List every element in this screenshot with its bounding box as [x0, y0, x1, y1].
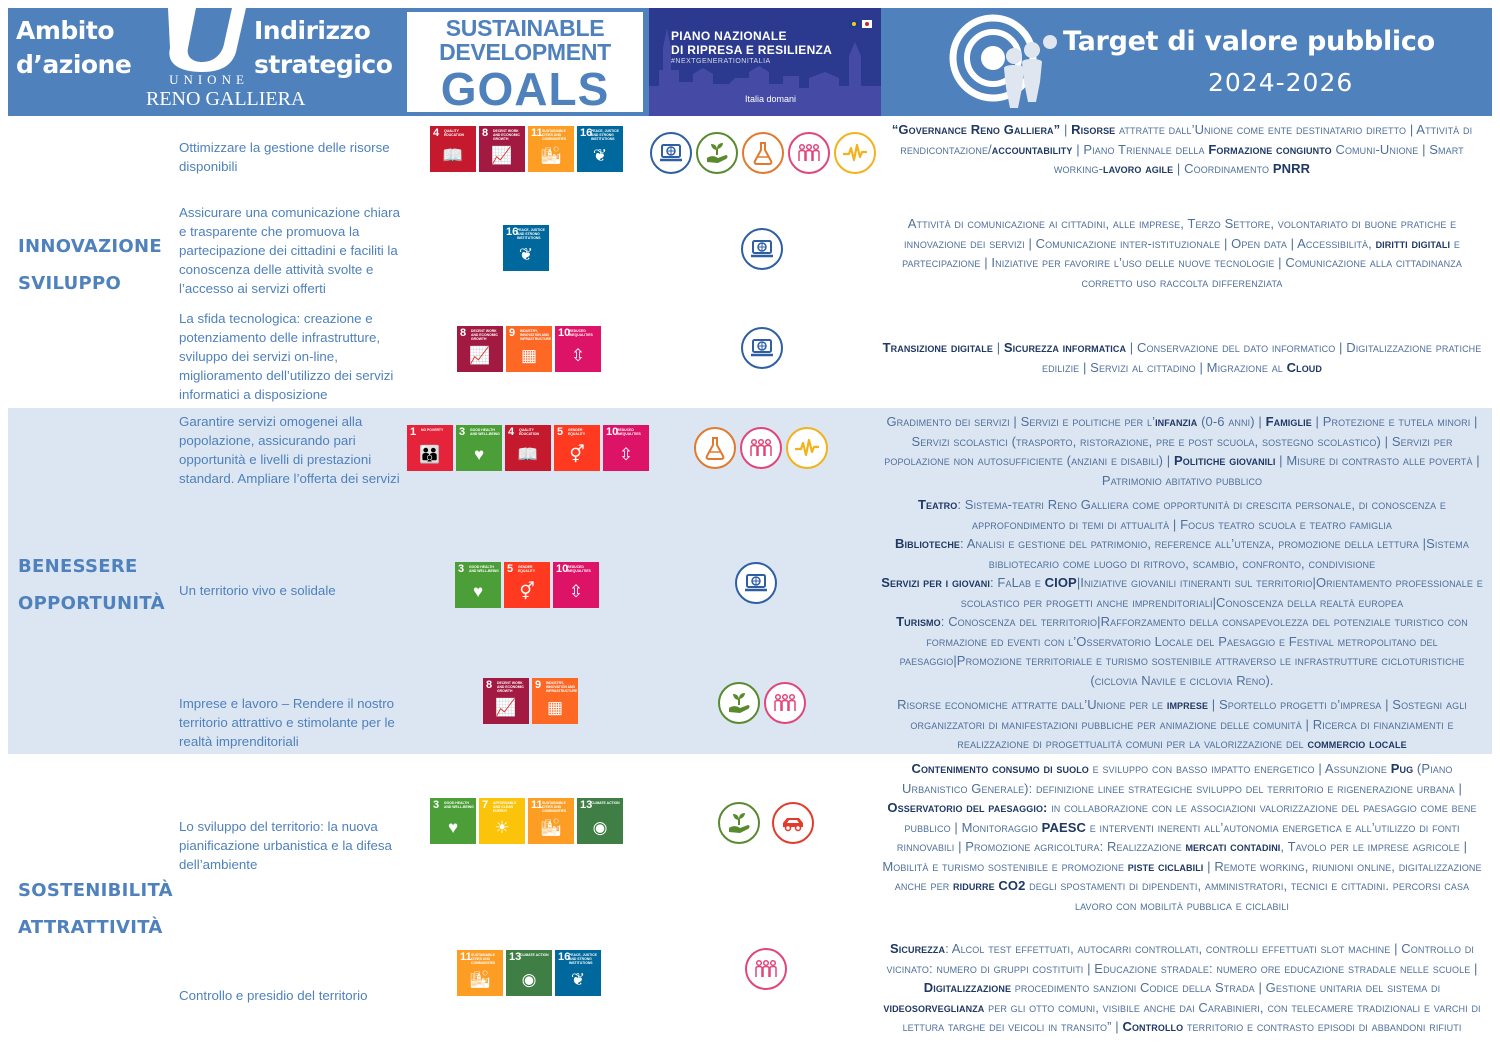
sdg-group-row4 — [407, 425, 649, 471]
union-u-icon — [150, 8, 268, 74]
target-text: | Remote working, riunioni online, digitalizzazione anche per — [894, 858, 1482, 893]
target-5 — [880, 495, 1484, 690]
hand-plant-icon — [718, 682, 760, 724]
sdg-tile-9 — [532, 678, 578, 724]
laptop-globe-icon — [741, 228, 783, 270]
area-benessere — [18, 548, 165, 622]
sdg-group-row6 — [483, 678, 578, 724]
sdg-caption: GOOD HEALTH AND WELL-BEING — [444, 801, 474, 809]
sdg-caption: SUSTAINABLE CITIES AND COMMUNITIES — [471, 953, 496, 965]
sdg-group-row2 — [503, 225, 549, 271]
header-bar — [8, 8, 1492, 116]
sdg-group-row5 — [455, 562, 599, 608]
strategy-3: La sfida tecnologica: creazione e potenziamento delle infrastrutture, sviluppo dei servizi on-line, miglioramento dell’utilizzo dei servizi informatici a disposizione — [179, 311, 394, 402]
sdg-tile-11 — [457, 950, 503, 996]
ambito-line2: d’azione — [16, 50, 132, 79]
sdg-number: 10 — [558, 327, 571, 339]
target-text: | Coordinamento — [1173, 161, 1273, 176]
heartbeat-icon: ♥ — [472, 582, 484, 601]
target-keyword: accountability — [991, 141, 1073, 157]
target-text: Comuni-Unione | Smart working- — [1053, 141, 1464, 176]
target-years: 2024-2026 — [1208, 68, 1354, 97]
sdg-caption: GENDER EQUALITY — [568, 428, 586, 436]
people-group-icon-glyph — [753, 956, 779, 982]
sdg-caption: GENDER EQUALITY — [518, 565, 536, 573]
sdg-number: 8 — [486, 679, 493, 691]
sdg-caption: CLIMATE ACTION — [591, 801, 620, 805]
sdg-caption: GOOD HEALTH AND WELL-BEING — [469, 565, 499, 573]
target-keyword: ridurre CO2 — [953, 878, 1026, 893]
area-line1: BENESSERE — [18, 556, 138, 577]
target-text: Gradimento dei servizi | Servizi e politiche per l’ — [886, 414, 1156, 429]
target-keyword: Contenimento consumo di suolo — [911, 761, 1089, 776]
eye-globe-icon: ◉ — [521, 970, 537, 989]
target-keyword: Transizione digitale — [882, 340, 993, 355]
target-text: (0-6 anni) | — [1197, 414, 1266, 429]
target-biblioteche — [880, 534, 1484, 573]
target-text: territorio e contrasto episodi di abbandoni rifiuti — [1183, 1019, 1462, 1034]
target-keyword: Politiche giovanili — [1173, 453, 1276, 468]
sdg-number: 7 — [482, 799, 489, 811]
strategy-6: Imprese e lavoro – Rendere il nostro territorio attrattivo e stimolante per le realtà imprenditoriali — [179, 696, 395, 749]
sdg-tile-11 — [528, 126, 574, 172]
target-turismo — [880, 612, 1484, 690]
unione-reno-galliera-logo — [146, 8, 306, 116]
target-text: : Conoscenza del territorio|Rafforzamento della consapevolezza del potenziale turistico con formazione ed eventi con l’Osservatorio Locale del Paesaggio e Festival metropolitano del paesaggio|Promozione territoriale e turismo sostenibile attraverso le infrastrutture cicloturistiche (ciclovia Navile e ciclovia Reno). — [899, 614, 1468, 688]
target-keyword: Turismo — [896, 614, 941, 629]
sdg-tile-5 — [504, 562, 550, 608]
target-text: : Analisi e gestione del patrimonio, reference all’utenza, promozione della lettura |Sistema bibliotecario come luogo di ritrovo, scambio, confronto, condivisione — [960, 536, 1469, 571]
area-line1: SOSTENIBILITÀ — [18, 880, 173, 901]
target-7 — [880, 759, 1484, 915]
sdg-number: 9 — [509, 327, 516, 339]
target-text: | — [1060, 122, 1072, 137]
eye-globe-icon: ◉ — [592, 818, 608, 837]
sdg-logo-line2: DEVELOPMENT — [439, 39, 611, 65]
ambito-heading — [16, 14, 131, 82]
book-icon: 📖 — [517, 445, 539, 464]
target-keyword: infanzia — [1155, 414, 1198, 429]
sdg-number: 16 — [506, 226, 519, 238]
sdg-caption: INDUSTRY, INNOVATION AND INFRASTRUCTURE — [520, 329, 552, 341]
mission-group-row3 — [741, 327, 783, 369]
target-text: degli spostamenti di dipendenti, amministratori, tecnici e cittadini. percorsi casa lavoro con mobilità pubblica e ciclabili — [1025, 878, 1470, 913]
growth-chart-icon: 📈 — [491, 146, 513, 165]
target-people-icon — [948, 12, 1058, 112]
target-keyword: diritti digitali — [1375, 235, 1451, 251]
target-text: attratte dall’Unione come ente destinatario diretto | Attività di rendicontazione/ — [900, 122, 1473, 157]
sdg-tile-16 — [555, 950, 601, 996]
ambito-line1: Ambito — [16, 16, 114, 45]
target-title: Target di valore pubblico — [1063, 26, 1435, 57]
sdg-tile-13 — [577, 798, 623, 844]
target-keyword: imprese — [1166, 697, 1209, 712]
sdg-tile-1 — [407, 425, 453, 471]
sdg-tile-3 — [456, 425, 502, 471]
people-group-icon-glyph — [748, 435, 774, 461]
book-icon: 📖 — [442, 146, 464, 165]
target-keyword: piste ciclabili — [1127, 858, 1204, 874]
italia-domani-logo: Italia domani — [745, 94, 797, 104]
sdg-number: 3 — [433, 799, 440, 811]
sdg-caption: REDUCED INEQUALITIES — [569, 329, 593, 337]
pulse-icon-glyph — [794, 435, 820, 461]
laptop-globe-icon — [735, 562, 777, 604]
pnrr-line2: DI RIPRESA E RESILIENZA — [671, 43, 833, 57]
target-keyword: PAESC — [1041, 819, 1086, 835]
area-sostenibilita — [18, 872, 173, 946]
target-keyword: Famiglie — [1265, 414, 1312, 429]
mission-group-row8 — [745, 948, 787, 990]
pulse-icon — [834, 132, 876, 174]
growth-chart-icon: 📈 — [495, 698, 517, 717]
dove-icon: ❦ — [592, 146, 608, 165]
area-innovazione — [18, 228, 162, 302]
hand-plant-icon — [696, 132, 738, 174]
sdg-tile-13 — [506, 950, 552, 996]
laptop-globe-icon — [741, 327, 783, 369]
target-keyword: lavoro agile — [1103, 161, 1174, 176]
sdg-caption: PEACE, JUSTICE AND STRONG INSTITUTIONS — [517, 228, 545, 240]
target-text: : Alcol test effettuati, autocarri controllati, controlli effettuati slot machine | Controllo di vicinato: numero di gruppi costituiti | Educazione stradale: numero ore educazione stradale nelle scuole | — [886, 941, 1478, 976]
target-4 — [880, 412, 1484, 490]
sdg-tile-8 — [457, 326, 503, 372]
sdg-tile-4 — [505, 425, 551, 471]
sdg-caption: INDUSTRY, INNOVATION AND INFRASTRUCTURE — [546, 681, 578, 693]
sdg-caption: SUSTAINABLE CITIES AND COMMUNITIES — [542, 801, 567, 813]
target-text: | Conservazione del dato informatico | Digitalizzazione pratiche edilizie | Servizi al cittadino | Migrazione al — [1041, 340, 1482, 375]
target-keyword: Controllo — [1122, 1019, 1184, 1034]
sdg-number: 3 — [458, 563, 465, 575]
sdg-number: 4 — [433, 127, 440, 139]
sdg-caption: QUALITY EDUCATION — [444, 129, 464, 137]
laptop-globe-icon-glyph — [743, 570, 769, 596]
target-giovani — [880, 573, 1484, 612]
sdg-tile-5 — [554, 425, 600, 471]
gender-icon: ⚥ — [519, 582, 535, 601]
heartbeat-icon: ♥ — [473, 445, 485, 464]
sdg-tile-11 — [528, 798, 574, 844]
sdg-caption: CLIMATE ACTION — [520, 953, 549, 957]
target-keyword: Digitalizzazione — [923, 980, 1012, 995]
target-text: | Protezione e tutela minori | Servizi scolastici (trasporto, ristorazione, pre e post scuola, sostegno scolastico) | Servizi per popolazione non autosufficiente (anziani e disabili) | — [884, 414, 1478, 468]
flask-icon-glyph — [702, 435, 728, 461]
sun-icon: ☀ — [494, 818, 510, 837]
sdg-number: 13 — [580, 799, 593, 811]
target-text: procedimento sanzioni Codice della Strada | Gestione unitaria del sistema di — [1011, 980, 1441, 995]
people-group-icon-glyph — [796, 140, 822, 166]
sdg-number: 13 — [509, 951, 522, 963]
target-8 — [880, 939, 1484, 1037]
sdg-caption: DECENT WORK AND ECONOMIC GROWTH — [471, 329, 498, 341]
target-2 — [880, 214, 1484, 292]
target-keyword: PNRR — [1272, 161, 1311, 176]
city-icon: 🏙 — [540, 146, 562, 165]
sdg-tile-4 — [430, 126, 476, 172]
people-icon: 👪 — [419, 445, 441, 464]
hand-plant-icon-glyph — [726, 690, 752, 716]
sdg-group-row3 — [457, 326, 601, 372]
people-group-icon — [788, 132, 830, 174]
target-keyword: Osservatorio del paesaggio: — [887, 800, 1048, 815]
sdg-number: 16 — [558, 951, 571, 963]
strategy-4: Garantire servizi omogenei alla popolazione, assicurando pari opportunità e livelli di prestazioni standard. Ampliare l’offerta dei servizi — [179, 414, 400, 486]
strategy-8: Controllo e presidio del territorio — [179, 988, 368, 1003]
dove-icon: ❦ — [518, 245, 534, 264]
sdg-number: 4 — [508, 426, 515, 438]
sdg-tile-8 — [479, 126, 525, 172]
target-text: Risorse economiche attratte dall’Unione per le — [897, 697, 1167, 712]
sdg-number: 8 — [460, 327, 467, 339]
equality-icon: ⇳ — [570, 346, 586, 365]
sdg-caption: QUALITY EDUCATION — [519, 428, 539, 436]
target-keyword: Sicurezza — [890, 941, 946, 956]
flask-icon — [742, 132, 784, 174]
target-keyword: Servizi per i giovani — [881, 575, 990, 590]
area-line1: INNOVAZIONE — [18, 236, 162, 257]
indirizzo-line1: Indirizzo — [254, 16, 371, 45]
sdg-caption: GOOD HEALTH AND WELL-BEING — [470, 428, 500, 436]
flask-icon — [694, 427, 736, 469]
area-line2: SVILUPPO — [18, 273, 122, 294]
target-text: , Tavolo per le imprese agricole | Mobilità e turismo sostenibile e promozione — [882, 839, 1468, 874]
target-text: per gli otto comuni, visibile anche dai Carabinieri, con telecamere tradizionali e varchi di lettura targhe dei veicoli in transito” | — [902, 999, 1481, 1034]
sdg-number: 10 — [606, 426, 619, 438]
target-3 — [880, 338, 1484, 377]
sdg-number: 9 — [535, 679, 542, 691]
car-icon-glyph — [780, 810, 806, 836]
target-keyword: Risorse — [1071, 122, 1116, 137]
sdg-caption: PEACE, JUSTICE AND STRONG INSTITUTIONS — [591, 129, 619, 141]
target-keyword: “Governance Reno Galliera” — [891, 122, 1061, 137]
target-teatro — [880, 495, 1484, 534]
sdg-caption: REDUCED INEQUALITIES — [567, 565, 591, 573]
sdg-number: 10 — [556, 563, 569, 575]
pulse-icon-glyph — [842, 140, 868, 166]
sdg-number: 3 — [459, 426, 466, 438]
pulse-icon — [786, 427, 828, 469]
laptop-globe-icon — [650, 132, 692, 174]
sdg-number: 11 — [460, 951, 472, 963]
people-group-icon — [764, 682, 806, 724]
sdg-caption: DECENT WORK AND ECONOMIC GROWTH — [493, 129, 520, 141]
sdg-logo-line1: SUSTAINABLE — [445, 15, 605, 41]
strategy-7: Lo sviluppo del territorio: la nuova pianificazione urbanistica e la difesa dell’ambiente — [179, 819, 392, 872]
target-keyword: Cloud — [1286, 359, 1323, 375]
target-keyword: mercati contadini — [1185, 839, 1281, 854]
sdg-tile-16 — [503, 225, 549, 271]
car-icon — [772, 802, 814, 844]
target-text: e sviluppo con basso impatto energetico | Assunzione — [1088, 761, 1391, 776]
strategy-2: Assicurare una comunicazione chiara e trasparente che promuova la partecipazione dei cittadini e faciliti la conoscenza delle attività svolte e l’accesso ai servizi offerti — [179, 205, 400, 296]
sdg-group-row8 — [457, 950, 601, 996]
gender-icon: ⚥ — [569, 445, 585, 464]
sdg-tile-10 — [555, 326, 601, 372]
mission-group-row2 — [741, 228, 783, 270]
growth-chart-icon: 📈 — [469, 346, 491, 365]
sdg-tile-8 — [483, 678, 529, 724]
dove-icon: ❦ — [570, 970, 586, 989]
sdg-logo-line3: GOALS — [440, 63, 610, 115]
area-line2: ATTRATTIVITÀ — [18, 917, 163, 938]
sdg-group-row1 — [430, 126, 623, 172]
target-keyword: CIOP — [1044, 575, 1077, 590]
target-text: | Piano Triennale della — [1072, 141, 1209, 157]
target-text: |Iniziative giovanili itineranti sul territorio|Orientamento professionale e scolastico per progetti anche imprenditoriali|Conoscenza della realtà europea — [960, 575, 1483, 610]
target-text: | — [992, 340, 1004, 355]
cubes-icon: ▦ — [546, 698, 564, 717]
people-group-icon — [745, 948, 787, 990]
heartbeat-icon: ♥ — [447, 818, 459, 837]
mission-group-row4 — [694, 427, 828, 469]
mission-group-row1 — [650, 132, 876, 174]
target-text: | Misure di contrasto alle povertà | Patrimonio abitativo pubblico — [1101, 453, 1480, 488]
target-keyword: commercio locale — [1307, 736, 1407, 751]
target-text: e interventi inerenti all’autonomia energetica e all’utilizzo di fonti rinnovabili | Promozione agricoltura: Realizzazione — [896, 819, 1460, 854]
laptop-globe-icon-glyph — [658, 140, 684, 166]
target-text: : Sistema-teatri Reno Galliera come opportunità di crescita personale, di conoscenza e approfondimento di temi di attualità | Focus teatro scuola e teatro famiglia — [957, 497, 1446, 532]
target-keyword: videosorveglianza — [883, 999, 985, 1015]
area-line2: OPPORTUNITÀ — [18, 593, 165, 614]
city-icon: 🏙 — [469, 970, 491, 989]
sdg-caption: REDUCED INEQUALITIES — [617, 428, 641, 436]
sdg-caption: SUSTAINABLE CITIES AND COMMUNITIES — [542, 129, 567, 141]
target-keyword: Pug — [1390, 761, 1414, 776]
mission-group-row5 — [735, 562, 777, 604]
sdg-tile-3 — [430, 798, 476, 844]
sdg-number: 11 — [531, 799, 543, 811]
target-keyword: Teatro — [918, 497, 958, 512]
sdg-number: 16 — [580, 127, 593, 139]
mission-group-row6 — [718, 682, 806, 724]
union-word: UNIONE — [169, 72, 249, 87]
target-6 — [880, 695, 1484, 754]
sdg-number: 8 — [482, 127, 489, 139]
hand-plant-icon-glyph — [704, 140, 730, 166]
sdg-tile-9 — [506, 326, 552, 372]
indirizzo-line2: strategico — [254, 50, 393, 79]
indirizzo-heading — [254, 14, 392, 82]
flask-icon-glyph — [750, 140, 776, 166]
cubes-icon: ▦ — [520, 346, 538, 365]
people-group-icon — [740, 427, 782, 469]
laptop-globe-icon-glyph — [749, 236, 775, 262]
union-name: RENO GALLIERA — [146, 88, 306, 110]
sdg-number: 5 — [507, 563, 514, 575]
strategy-1: Ottimizzare la gestione delle risorse disponibili — [179, 140, 390, 174]
target-keyword: Formazione congiunto — [1208, 141, 1332, 157]
target-text: (Piano Urbanistico Generale): definizione linee strategiche sviluppo del territorio e rigenerazione urbana | — [902, 761, 1462, 796]
sdg-number: 5 — [557, 426, 564, 438]
sdg-tile-10 — [603, 425, 649, 471]
sdg-logo — [405, 10, 645, 114]
sdg-tile-16 — [577, 126, 623, 172]
sdg-caption: AFFORDABLE AND CLEAN ENERGY — [493, 801, 517, 813]
sdg-tile-3 — [455, 562, 501, 608]
target-text: | Sportello progetti d’impresa | Sostegni agli organizzatori di manifestazioni pubbliche per animazione delle comunità | Ricerca di finanziamenti e realizzazione di progettualità comuni per la valorizzazione del — [910, 697, 1467, 751]
sdg-tile-7 — [479, 798, 525, 844]
target-text: : FaLab e — [990, 575, 1045, 590]
hand-plant-icon — [718, 802, 760, 844]
target-1 — [880, 120, 1484, 179]
pnrr-hashtag: #NEXTGENERATIONITALIA — [671, 58, 771, 65]
equality-icon: ⇳ — [568, 582, 584, 601]
sdg-caption: DECENT WORK AND ECONOMIC GROWTH — [497, 681, 524, 693]
target-keyword: Biblioteche — [895, 536, 961, 551]
sdg-group-row7 — [430, 798, 623, 844]
pnrr-line1: PIANO NAZIONALE — [671, 29, 787, 43]
laptop-globe-icon-glyph — [749, 335, 775, 361]
sdg-number: 11 — [531, 127, 543, 139]
sdg-number: 1 — [410, 426, 417, 438]
mission-group-row7 — [718, 802, 814, 844]
pnrr-banner — [649, 8, 881, 116]
sdg-tile-10 — [553, 562, 599, 608]
people-group-icon-glyph — [772, 690, 798, 716]
sdg-caption: PEACE, JUSTICE AND STRONG INSTITUTIONS — [569, 953, 597, 965]
hand-plant-icon-glyph — [726, 810, 752, 836]
target-text: Attività di comunicazione ai cittadini, alle imprese, Terzo Settore, volontariato di buone pratiche e innovazione dei servizi | Comunicazione inter-istituzionale | Open data | Accessibilità, — [904, 216, 1457, 251]
sdg-caption: NO POVERTY — [421, 428, 444, 432]
city-icon: 🏙 — [540, 818, 562, 837]
strategy-5: Un territorio vivo e solidale — [179, 583, 336, 598]
target-text: in collaborazione con le associazioni valorizzazione del paesaggio come bene pubblico | Monitoraggio — [904, 800, 1477, 835]
equality-icon: ⇳ — [618, 445, 634, 464]
target-keyword: Sicurezza informatica — [1003, 340, 1127, 355]
target-text: e partecipazione | Iniziative per favorire l’uso delle nuove tecnologie | Comunicazione alla cittadinanza corretto uso raccolta differenziata — [902, 235, 1462, 290]
